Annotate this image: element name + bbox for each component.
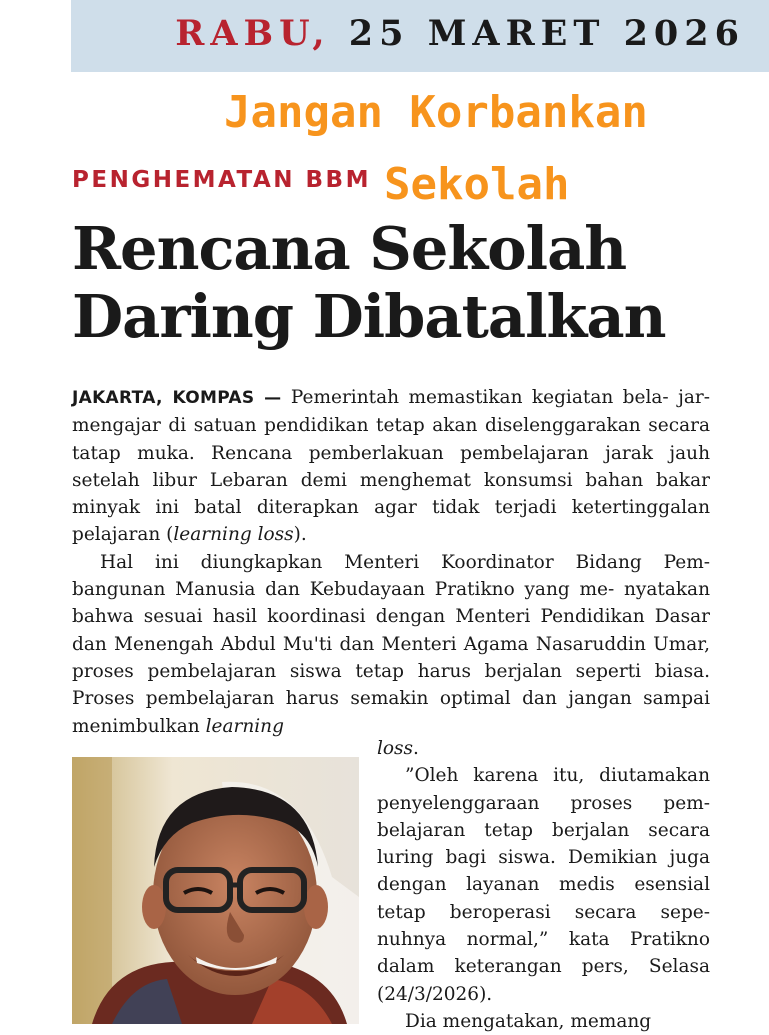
byline: JAKARTA, KOMPAS — bbox=[72, 388, 282, 408]
p3-line: nuhnya normal,” kata Pratikno bbox=[377, 929, 710, 951]
p3-line: penyelenggaraan proses pem- bbox=[377, 792, 710, 814]
p1-line: jar-mengajar di satuan pendidikan tetap akan diselenggarakan bbox=[72, 387, 710, 437]
p2-line: Pendidikan Dasar dan Menengah Abdul Mu'ti dan Menteri bbox=[72, 606, 711, 655]
overlay-caption-line2: Sekolah bbox=[384, 159, 570, 210]
p1-term: learning loss bbox=[173, 524, 294, 546]
p1-line: bahan bakar minyak ini batal diterapkan agar tidak terjadi bbox=[72, 469, 710, 519]
p4-line: Dia mengatakan, memang bbox=[405, 1010, 652, 1032]
dateline bbox=[175, 12, 745, 56]
p3-line: (24/3/2026). bbox=[377, 983, 493, 1005]
paragraph-2 bbox=[72, 549, 710, 740]
p2-line: harus berjalan seperti biasa. Proses pembelajaran harus bbox=[72, 660, 710, 710]
headline bbox=[72, 215, 762, 351]
p1-line: Pemerintah memastikan kegiatan bela- bbox=[290, 387, 669, 408]
p3-line: dengan layanan medis esensial bbox=[377, 874, 710, 896]
news-photo bbox=[72, 757, 359, 1024]
dateline-day: RABU, bbox=[175, 13, 331, 54]
p2-line: Agama Nasaruddin Umar, proses pembelajaran siswa tetap bbox=[72, 633, 710, 682]
p1-line: secara tatap muka. Rencana pemberlakuan pembelajaran bbox=[72, 415, 710, 464]
dateline-date: 25 MARET 2026 bbox=[348, 13, 745, 54]
p3-line: belajaran tetap berjalan secara bbox=[377, 819, 710, 841]
p1-line: ketertinggalan pelajaran ( bbox=[72, 497, 710, 546]
p2-line: nyatakan bahwa sesuai hasil koordinasi dengan Menteri bbox=[72, 579, 710, 628]
p2-end-punct: . bbox=[413, 738, 419, 759]
p2-line: bangunan Manusia dan Kebudayaan Pratikno yang me- bbox=[72, 579, 615, 601]
paragraph-3 bbox=[377, 762, 710, 1008]
paragraph-1 bbox=[72, 384, 710, 549]
p2-term: learning bbox=[205, 715, 284, 737]
p2-line: semakin optimal dan jangan sampai menimbulkan bbox=[72, 688, 710, 737]
p1-line: jarak jauh setelah libur Lebaran demi menghemat konsumsi bbox=[72, 442, 711, 491]
p3-line: luring bagi siswa. Demikian juga bbox=[377, 847, 710, 869]
date-band bbox=[71, 0, 769, 72]
p3-line: ”Oleh karena itu, diutamakan bbox=[405, 765, 710, 787]
p1-line: ). bbox=[293, 524, 307, 546]
p2-term-end: loss bbox=[377, 738, 414, 759]
headline-line1: Rencana Sekolah bbox=[72, 214, 627, 283]
paragraph-2-end bbox=[377, 735, 710, 762]
article-body bbox=[72, 384, 710, 740]
p3-line: dalam keterangan pers, Selasa bbox=[377, 956, 710, 978]
headline-line2: Daring Dibatalkan bbox=[72, 282, 666, 351]
kicker: PENGHEMATAN BBM bbox=[72, 167, 371, 193]
paragraph-4 bbox=[377, 1008, 710, 1035]
portrait-image bbox=[72, 757, 359, 1024]
p3-line: tetap beroperasi secara sepe- bbox=[377, 901, 710, 923]
overlay-caption-line1: Jangan Korbankan bbox=[224, 87, 648, 138]
p2-line: Hal ini diungkapkan Menteri Koordinator Bidang Pem- bbox=[100, 551, 710, 573]
article-column-2 bbox=[377, 735, 710, 1035]
